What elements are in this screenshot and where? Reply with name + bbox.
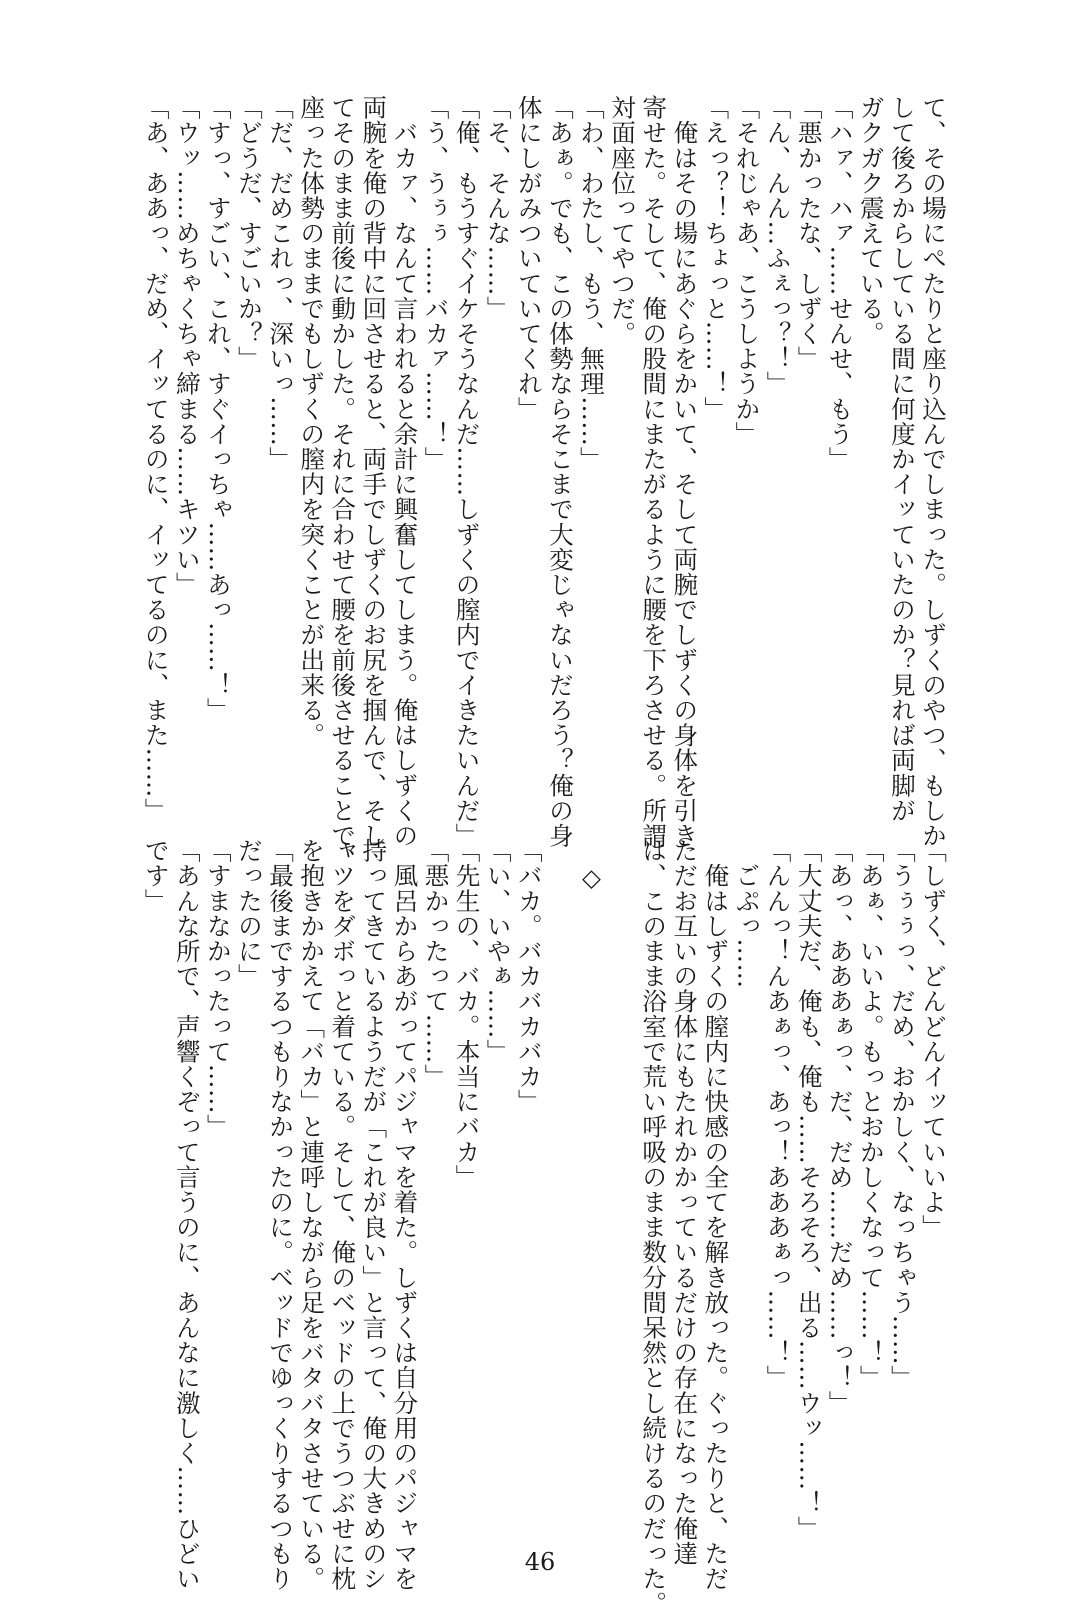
text-line: 「あぁ、いいよ。もっとおかしくなって……！」 [856, 838, 886, 1391]
text-line: 「だ、だめこれっ、深いっ……」 [266, 95, 296, 472]
text-line: 「んんっ！んあぁっ、あっ！あああぁっ……！」 [763, 838, 793, 1391]
text-line: 「バカ。バカバカバカ」 [514, 838, 544, 1115]
text-line: 「しずく、どんどんイッていいよ」 [919, 838, 948, 1240]
text-line: 「ウッ……めちゃくちゃ締まる……キツい」 [172, 95, 202, 597]
text-line: 「悪かったって……」 [421, 838, 451, 1089]
text-line: 「そ、そんな……」 [483, 95, 513, 321]
text-line: バカァ、なんて言われると余計に興奮してしまう。俺はしずくの [390, 95, 420, 848]
upper-text-block [141, 95, 949, 874]
text-line: 「すっ、すごい、これ、すぐイっちゃ……あっ……！」 [203, 95, 233, 723]
text-line: 「どうだ、すごいか？」 [234, 95, 264, 372]
text-line: 両腕を俺の背中に回させると、両手でしずくのお尻を掴んで、そし [359, 95, 389, 848]
text-line: ただお互いの身体にもたれかかっているだけの存在になった俺達 [670, 838, 700, 1566]
section-break-marker: ◇ [576, 838, 606, 893]
text-line: 「悪かったな、しずく」 [794, 95, 824, 372]
text-line: 「あ、ああっ、だめ、イッてるのに、イッてるのに、また……」 [141, 95, 171, 823]
text-line: 体にしがみついていてくれ」 [514, 95, 544, 422]
text-line: 持ってきているようだが「これが良い」と言って、俺の大きめのシ [359, 838, 389, 1591]
text-line: 「ハァ、ハァ……せんせ、もう」 [825, 95, 855, 472]
text-line: 風呂からあがってパジャマを着た。しずくは自分用のパジャマを [390, 838, 420, 1591]
text-line: 「最後までするつもりなかったのに。ベッドでゆっくりするつもり [266, 838, 296, 1591]
text-line: 「それじゃあ、こうしようか」 [732, 95, 762, 447]
text-line: 「大丈夫だ、俺も、俺も……そろそろ、出る……ウッ……！」 [794, 838, 824, 1541]
text-line: 「俺、もうすぐイケそうなんだ……しずくの膣内でイきたいんだ」 [452, 95, 482, 848]
text-line: 「えっ？！ちょっと……！」 [701, 95, 731, 422]
text-line [607, 838, 638, 1498]
text-line: 「あっ、あああぁっ、だ、だめ……だめ……っ！」 [825, 838, 855, 1416]
text-line: 「う、うぅぅ……バカァ……！」 [421, 95, 451, 472]
text-line: 寄せた。そして、俺の股間にまたがるように腰を下ろさせる。所謂 [639, 95, 669, 848]
text-line: 「い、いやぁ……」 [483, 838, 513, 1064]
text-line [545, 838, 576, 1498]
page-number: 46 [524, 1548, 556, 1576]
text-line: 「すまなかったって……」 [203, 838, 233, 1140]
text-line: 「あぁ。でも、この体勢ならそこまで大変じゃないだろう？俺の身 [545, 95, 575, 848]
text-line: は、このまま浴室で荒い呼吸のまま数分間呆然とし続けるのだった。 [639, 838, 669, 1616]
text-line: です」 [141, 838, 171, 914]
text-line: 俺はその場にあぐらをかいて、そして両腕でしずくの身体を引き [670, 95, 700, 848]
text-line: 俺はしずくの膣内に快感の全てを解き放った。ぐったりと、ただ [701, 838, 731, 1591]
text-line: ごぷっ…… [732, 838, 762, 989]
text-line: 「先生の、バカ。本当にバカ」 [452, 838, 482, 1190]
text-line: を抱きかかえて「バカ」と連呼しながら足をバタバタさせている。 [297, 838, 327, 1591]
text-line: ガクガク震えている。 [856, 95, 886, 346]
text-line: 「ん、んん…ふぇっ？！」 [763, 95, 793, 397]
text-line: 「うぅぅっ、だめ、おかしく、なっちゃう……」 [887, 838, 917, 1391]
text-line: 「わ、わたし、もう、無理……」 [576, 95, 606, 472]
text-line: だったのに」 [234, 838, 264, 989]
text-line: て、その場にぺたりと座り込んでしまった。しずくのやつ、もしか [919, 95, 948, 848]
text-line: ャツをダボっと着ている。そして、俺のベッドの上でうつぶせに枕 [328, 838, 358, 1591]
text-line: 座った体勢のままでもしずくの膣内を突くことが出来る。 [297, 95, 327, 748]
text-line: 対面座位ってやつだ。 [608, 95, 638, 346]
text-line: 「あんな所で、声響くぞって言うのに、あんなに激しく……ひどい [172, 838, 202, 1591]
text-line: して後ろからしている間に何度かイッていたのか？見れば両脚が [887, 95, 917, 823]
text-line: てそのまま前後に動かした。それに合わせて腰を前後させることで、 [328, 95, 358, 874]
